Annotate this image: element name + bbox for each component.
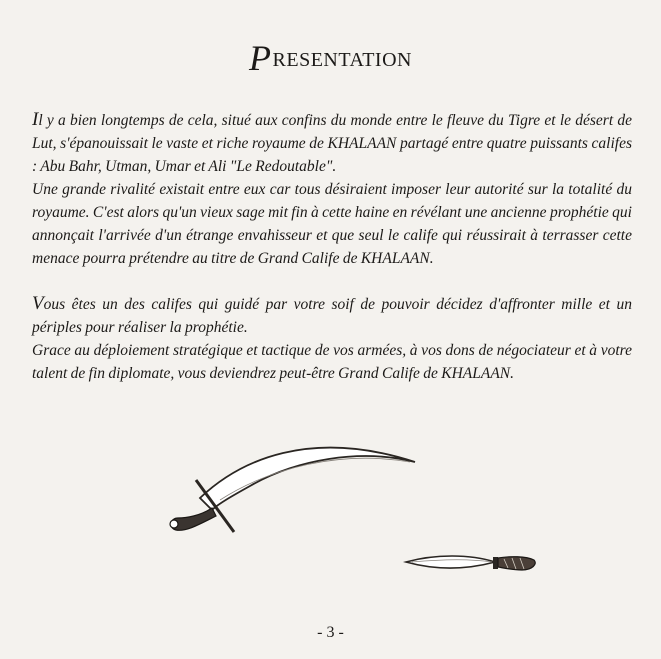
- title-rest: RESENTATION: [272, 49, 412, 71]
- paragraph-1: [32, 109, 632, 178]
- page-number: - 3 -: [317, 624, 344, 641]
- paragraph-1-text: l y a bien longtemps de cela, situé aux confins du monde entre le fleuve du Tigre et le désert de Lut, s'épanouissait le vaste et riche royaume de KHALAAN partagé entre quatre puissants califes : Abu Bahr, Utman, Umar et Ali "Le Redoutable".: [32, 112, 632, 175]
- page-title: [0, 40, 661, 76]
- paragraph-3-text: ous êtes un des califes qui guidé par votre soif de pouvoir décidez d'affronter mille et un périples pour réaliser la prophétie.: [32, 296, 632, 336]
- paragraph-3: [32, 293, 632, 339]
- paragraph-2: [32, 178, 632, 270]
- paragraph-4-text: Grace au déploiement stratégique et tactique de vos armées, à vos dons de négociateur et à votre talent de fin diplomate, vous deviendrez peut-être Grand Calife de KHALAAN.: [32, 342, 632, 382]
- paragraph-3-initial: V: [32, 293, 44, 314]
- title-initial: P: [249, 38, 272, 78]
- weapons-illustration: [160, 420, 560, 600]
- paragraph-gap: [32, 270, 632, 293]
- scimitar-icon: [170, 448, 415, 532]
- intro-text: [32, 109, 632, 385]
- paragraph-4: [32, 339, 632, 385]
- paragraph-1-initial: I: [32, 109, 39, 130]
- dagger-icon: [406, 556, 535, 570]
- paragraph-2-text: Une grande rivalité existait entre eux car tous désiraient imposer leur autorité sur la totalité du royaume. C'est alors qu'un vieux sage mit fin à cette haine en révélant une ancienne prophétie qui annonçait l'arrivée d'un étrange envahisseur et que seul le calife qui réussirait à terrasser cette menace pourra prétendre au titre de Grand Calife de KHALAAN.: [32, 181, 632, 267]
